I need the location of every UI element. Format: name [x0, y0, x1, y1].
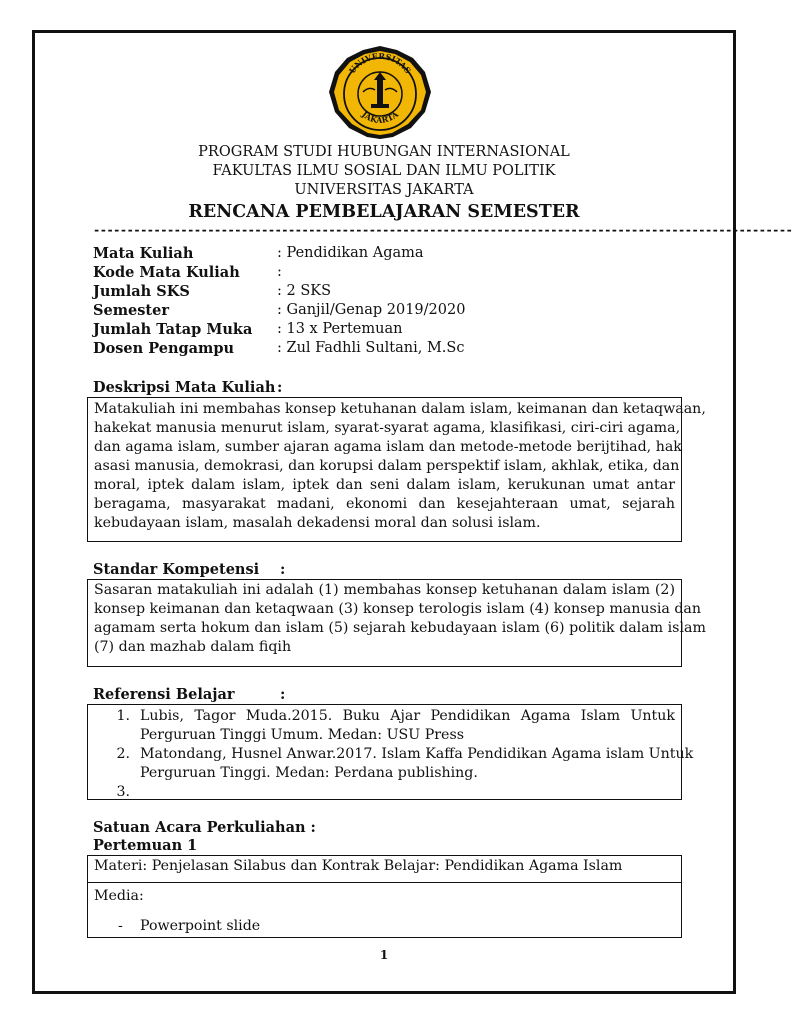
standar-colon: : [280, 561, 286, 578]
info-label: Jumlah Tatap Muka [93, 321, 253, 338]
standar-heading: Standar Kompetensi [93, 561, 260, 578]
info-label: Semester [93, 302, 169, 319]
program-name: PROGRAM STUDI HUBUNGAN INTERNASIONAL [198, 144, 570, 160]
reference-item [94, 783, 675, 802]
reference-list [88, 705, 694, 802]
info-value: : Pendidikan Agama [277, 245, 424, 261]
text-line: konsep keimanan dan ketaqwaan (3) konsep terologis islam (4) konsep manusia dan [94, 601, 702, 617]
page-number: 1 [379, 948, 389, 962]
document-header [0, 143, 768, 223]
text-line: kebudayaan islam, masalah dekadensi moral dan solusi islam. [94, 515, 541, 531]
text-line: Matakuliah ini membahas konsep ketuhanan dalam islam, keimanan dan ketaqwaan, [94, 401, 706, 417]
referensi-heading: Referensi Belajar [93, 686, 235, 703]
reference-item [94, 707, 675, 745]
referensi-box [87, 704, 694, 800]
info-value: : Ganjil/Genap 2019/2020 [277, 302, 466, 318]
reference-text: Perguruan Tinggi Umum. Medan: USU Press [140, 727, 465, 743]
info-value: : [277, 264, 282, 280]
university-name: UNIVERSITAS JAKARTA [294, 182, 474, 198]
reference-item [94, 745, 694, 783]
media-row [88, 883, 681, 937]
meeting-title: Pertemuan 1 [93, 837, 198, 854]
text-line: beragama, masyarakat madani, ekonomi dan kesejahteraan umat, sejarah [94, 496, 675, 512]
reference-number: 3. [116, 784, 130, 800]
referensi-colon: : [280, 686, 286, 703]
info-label: Kode Mata Kuliah [93, 264, 240, 281]
dashed-divider: -------------------------------------------------------------------------------------------------------- [93, 223, 792, 237]
media-item [94, 917, 675, 936]
sap-heading: Satuan Acara Perkuliahan : [93, 819, 316, 836]
info-label: Mata Kuliah [93, 245, 194, 262]
info-row [93, 320, 465, 339]
bullet-dash: - [118, 918, 123, 934]
reference-text: Perguruan Tinggi. Medan: Perdana publishing. [140, 765, 478, 781]
reference-text [140, 783, 675, 802]
text-line: hakekat manusia menurut islam, syarat-syarat agama, klasifikasi, ciri-ciri agama, [94, 420, 681, 436]
reference-number: 2. [116, 746, 130, 762]
faculty-name: FAKULTAS ILMU SOSIAL DAN ILMU POLITIK [212, 163, 556, 179]
info-label: Dosen Pengampu [93, 340, 235, 357]
deskripsi-box [87, 397, 706, 542]
reference-number: 1. [116, 708, 130, 724]
text-line: dan agama islam, sumber ajaran agama islam dan metode-metode berijtihad, hak [94, 439, 682, 455]
info-value: : 13 x Pertemuan [277, 321, 403, 337]
meeting-table [87, 855, 682, 938]
course-info [93, 244, 465, 358]
university-logo [325, 44, 435, 140]
standar-box [87, 579, 706, 667]
document-title: RENCANA PEMBELAJARAN SEMESTER [188, 202, 580, 222]
logo-top-text: UNIVERSITAS [346, 50, 414, 76]
info-label: Jumlah SKS [93, 283, 190, 300]
text-line: asasi manusia, demokrasi, dan korupsi dalam perspektif islam, akhlak, etika, dan [94, 458, 680, 474]
text-line: moral, iptek dalam islam, iptek dan seni dalam islam, kerukunan umat antar [94, 477, 675, 493]
deskripsi-colon: : [277, 379, 283, 396]
media-label: Media: [94, 888, 144, 904]
text-line: Sasaran matakuliah ini adalah (1) membahas konsep ketuhanan dalam islam (2) [94, 582, 675, 598]
materi-row: Materi: Penjelasan Silabus dan Kontrak Belajar: Pendidikan Agama Islam [88, 856, 681, 883]
text-line: (7) dan mazhab dalam fiqih [94, 639, 292, 655]
logo-bottom-text: JAKARTA [359, 109, 401, 125]
info-row [93, 282, 465, 301]
info-value: : 2 SKS [277, 283, 332, 299]
reference-text: Lubis, Tagor Muda.2015. Buku Ajar Pendidikan Agama Islam Untuk [140, 708, 675, 724]
deskripsi-heading: Deskripsi Mata Kuliah [93, 379, 276, 396]
info-value: : Zul Fadhli Sultani, M.Sc [277, 340, 465, 356]
media-item-text: Powerpoint slide [140, 918, 261, 934]
reference-text: Matondang, Husnel Anwar.2017. Islam Kaffa Pendidikan Agama islam Untuk [140, 746, 694, 762]
info-row [93, 301, 465, 320]
info-row [93, 263, 465, 282]
text-line: agamam serta hokum dan islam (5) sejarah kebudayaan islam (6) politik dalam islam [94, 620, 706, 636]
info-row [93, 339, 465, 358]
info-row [93, 244, 465, 263]
